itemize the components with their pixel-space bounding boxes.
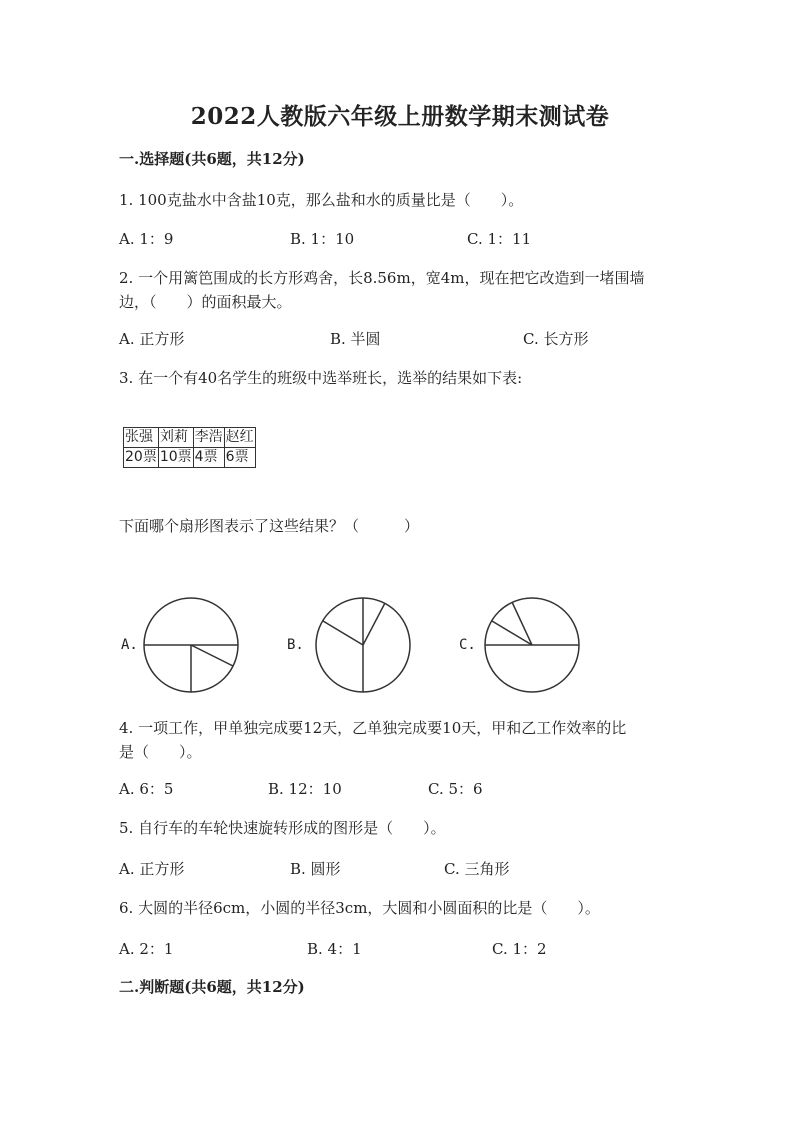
table-row xyxy=(124,448,256,468)
question-1-text: 1. 100克盐水中含盐10克，那么盐和水的质量比是（ ）。 xyxy=(119,191,524,209)
question-5-option-b: B. 圆形 xyxy=(290,860,341,878)
pie-divider xyxy=(323,621,363,645)
table-cell-name: 李浩 xyxy=(193,428,224,448)
question-6-option-b: B. 4：1 xyxy=(307,940,362,958)
question-5-option-c: C. 三角形 xyxy=(444,860,510,878)
pie-divider xyxy=(191,645,233,666)
pie-option-b xyxy=(313,595,413,695)
question-2-option-a: A. 正方形 xyxy=(119,330,185,348)
table-cell-votes: 4票 xyxy=(193,448,224,468)
question-3-prompt: 下面哪个扇形图表示了这些结果？（ ） xyxy=(119,517,420,535)
table-cell-votes: 6票 xyxy=(224,448,255,468)
question-4-option-c: C. 5：6 xyxy=(428,780,483,798)
question-1-option-c: C. 1：11 xyxy=(467,230,532,248)
pie-option-c-label: C. xyxy=(459,637,476,653)
question-4-line-1: 4. 一项工作，甲单独完成要12天，乙单独完成要10天，甲和乙工作效率的比 xyxy=(119,719,627,737)
question-5-text: 5. 自行车的车轮快速旋转形成的图形是（ ）。 xyxy=(119,819,446,837)
question-5-option-a: A. 正方形 xyxy=(119,860,185,878)
question-6-text: 6. 大圆的半径6cm，小圆的半径3cm，大圆和小圆面积的比是（ ）。 xyxy=(119,899,600,917)
question-2-option-c: C. 长方形 xyxy=(523,330,589,348)
pie-option-c xyxy=(482,595,582,695)
question-4-line-2: 是（ ）。 xyxy=(119,743,202,761)
question-1-option-a: A. 1：9 xyxy=(119,230,174,248)
table-cell-name: 张强 xyxy=(124,428,159,448)
question-2-line-2: 边，（ ）的面积最大。 xyxy=(119,293,292,311)
table-cell-votes: 10票 xyxy=(158,448,193,468)
question-3-text: 3. 在一个有40名学生的班级中选举班长，选举的结果如下表: xyxy=(119,369,523,387)
pie-option-a xyxy=(141,595,241,695)
section-heading-judgement: 二.判断题(共6题，共12分) xyxy=(119,978,305,996)
question-4-option-a: A. 6：5 xyxy=(119,780,174,798)
pie-option-b-label: B. xyxy=(287,637,304,653)
pie-divider xyxy=(363,603,385,645)
question-2-option-b: B. 半圆 xyxy=(330,330,381,348)
section-heading-choice: 一.选择题(共6题，共12分) xyxy=(119,150,305,168)
question-2-line-1: 2. 一个用篱笆围成的长方形鸡舍，长8.56m，宽4m，现在把它改造到一堵围墙 xyxy=(119,269,645,287)
question-6-option-a: A. 2：1 xyxy=(119,940,174,958)
question-6-option-c: C. 1：2 xyxy=(492,940,547,958)
table-cell-name: 赵红 xyxy=(224,428,255,448)
page-title: 2022人教版六年级上册数学期末测试卷 xyxy=(190,103,610,130)
table-cell-votes: 20票 xyxy=(124,448,159,468)
pie-option-a-label: A. xyxy=(121,637,138,653)
question-4-option-b: B. 12：10 xyxy=(268,780,342,798)
question-1-option-b: B. 1：10 xyxy=(290,230,355,248)
vote-results-table xyxy=(123,427,256,468)
table-cell-name: 刘莉 xyxy=(158,428,193,448)
table-row xyxy=(124,428,256,448)
